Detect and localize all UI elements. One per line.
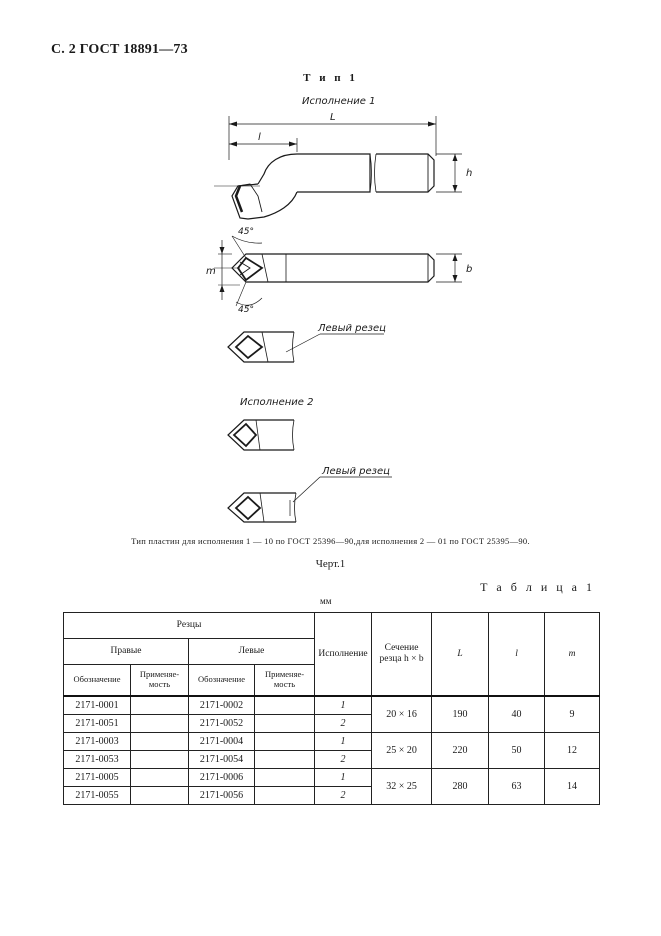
header-section-line1: Сечение — [384, 643, 419, 654]
l-cell: 50 — [489, 733, 545, 769]
table-row — [64, 769, 600, 787]
units-label: мм — [320, 596, 332, 606]
m-cell: 14 — [545, 769, 600, 805]
header-applicability-left-2: мость — [273, 679, 296, 689]
variant-cell: 2 — [315, 787, 372, 805]
right-applicability — [131, 787, 189, 805]
left-applicability — [255, 733, 315, 751]
header-applicability-right-2: мость — [148, 679, 171, 689]
header-l: l — [489, 613, 545, 697]
variant1-label: Исполнение 1 — [302, 96, 376, 107]
header-cutters: Резцы — [64, 613, 315, 639]
type-title: Т и п 1 — [303, 72, 358, 84]
left-cutter-label-1: Левый резец — [318, 323, 386, 334]
page-header: С. 2 ГОСТ 18891—73 — [51, 42, 188, 57]
left-applicability — [255, 769, 315, 787]
left-applicability — [255, 751, 315, 769]
figure-caption: Тип пластин для исполнения 1 — 10 по ГОСТ 25396—90,для исполнения 2 — 01 по ГОСТ 25395—90. — [131, 536, 530, 546]
dim-b-label: b — [466, 264, 473, 275]
section-cell: 20 × 16 — [372, 696, 432, 733]
header-applicability-left-1: Применяе- — [264, 669, 305, 680]
right-designation: 2171-0005 — [64, 769, 131, 787]
header-L: L — [432, 613, 489, 697]
dim-m-label: m — [206, 266, 216, 277]
variant-cell: 1 — [315, 769, 372, 787]
header-section-line2: резца h × b — [379, 654, 424, 664]
variant-cell: 2 — [315, 751, 372, 769]
header-variant: Исполнение — [315, 613, 372, 697]
L-cell: 190 — [432, 696, 489, 733]
left-designation: 2171-0056 — [189, 787, 255, 805]
table-row — [64, 733, 600, 751]
left-applicability — [255, 715, 315, 733]
figure-label: Черт.1 — [315, 558, 346, 570]
right-applicability — [131, 769, 189, 787]
section-cell: 32 × 25 — [372, 769, 432, 805]
dim-L-label: L — [330, 112, 336, 123]
left-designation: 2171-0002 — [189, 696, 255, 715]
right-designation: 2171-0055 — [64, 787, 131, 805]
left-designation: 2171-0052 — [189, 715, 255, 733]
cutters-table — [63, 612, 600, 805]
section-cell: 25 × 20 — [372, 733, 432, 769]
variant-cell: 2 — [315, 715, 372, 733]
header-applicability-right — [131, 665, 189, 697]
header-applicability-left — [255, 665, 315, 697]
left-applicability — [255, 787, 315, 805]
dim-l-label: l — [258, 132, 261, 143]
left-applicability — [255, 696, 315, 715]
header-m: m — [545, 613, 600, 697]
header-designation-left: Обозначение — [189, 665, 255, 697]
right-designation: 2171-0051 — [64, 715, 131, 733]
right-applicability — [131, 751, 189, 769]
header-designation-right: Обозначение — [64, 665, 131, 697]
left-cutter-label-2: Левый резец — [322, 466, 390, 477]
l-cell: 40 — [489, 696, 545, 733]
variant-cell: 1 — [315, 733, 372, 751]
L-cell: 280 — [432, 769, 489, 805]
right-applicability — [131, 733, 189, 751]
right-designation: 2171-0001 — [64, 696, 131, 715]
angle-top-label: 45° — [238, 227, 254, 237]
left-designation: 2171-0054 — [189, 751, 255, 769]
right-designation: 2171-0053 — [64, 751, 131, 769]
header-section — [372, 613, 432, 697]
left-designation: 2171-0006 — [189, 769, 255, 787]
left-designation: 2171-0004 — [189, 733, 255, 751]
header-left: Левые — [189, 639, 315, 665]
right-applicability — [131, 696, 189, 715]
header-applicability-right-1: Применяе- — [139, 669, 180, 680]
header-right: Правые — [64, 639, 189, 665]
right-applicability — [131, 715, 189, 733]
table-row — [64, 696, 600, 715]
m-cell: 12 — [545, 733, 600, 769]
dim-h-label: h — [466, 168, 473, 179]
l-cell: 63 — [489, 769, 545, 805]
variant-cell: 1 — [315, 696, 372, 715]
m-cell: 9 — [545, 696, 600, 733]
table-title: Т а б л и ц а 1 — [480, 580, 595, 594]
variant2-label: Исполнение 2 — [240, 397, 314, 408]
angle-bottom-label: 45° — [238, 305, 254, 315]
L-cell: 220 — [432, 733, 489, 769]
right-designation: 2171-0003 — [64, 733, 131, 751]
